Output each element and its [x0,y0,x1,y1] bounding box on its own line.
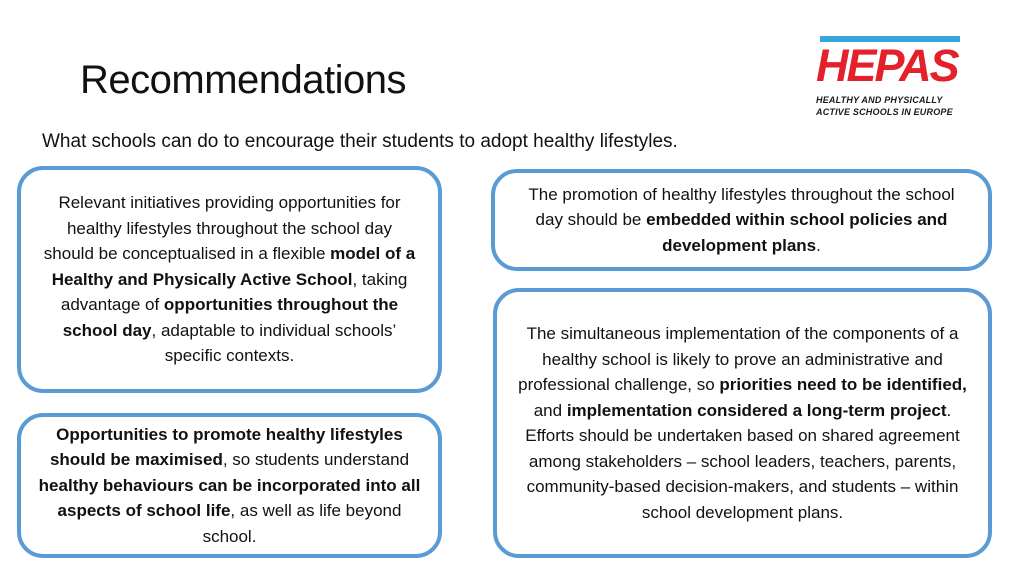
text-segment: . [816,235,821,255]
hepas-logo [812,36,962,122]
text-segment: The simultaneous implementation of the components of a healthy school is likely to prove an administrative and professional challenge, so [518,324,959,394]
emphasis-segment: Opportunities to promote healthy lifestyles should be maximised [49,424,403,470]
recommendation-text [41,190,418,369]
text-segment: Relevant initiatives providing opportunities for healthy lifestyles throughout the school day should be conceptualised in a flexible [43,193,401,264]
page-subtitle: What schools can do to encourage their students to adopt healthy lifestyles. [42,131,678,152]
logo-wordmark: HEPAS [816,40,958,91]
page-title: Recommendations [80,58,406,102]
recommendation-text [33,422,426,550]
recommendation-box-maximise-opportunities [17,413,442,558]
text-segment: , as well as life beyond school. [202,501,402,546]
emphasis-segment: priorities need to be identified, [719,375,967,394]
emphasis-segment: opportunities throughout the school day [62,295,399,340]
text-segment: , adaptable to individual schools’ specific contexts. [151,320,397,366]
recommendation-text [521,182,962,259]
emphasis-segment: healthy behaviours can be incorporated into all aspects of school life [38,475,421,521]
recommendation-box-flexible-model [17,166,442,393]
recommendation-text [515,321,970,525]
logo-tagline: HEALTHY AND PHYSICALLY ACTIVE SCHOOLS IN EUROPE [816,95,953,117]
emphasis-segment: model of a Healthy and Physically Active School [51,244,416,289]
emphasis-segment: implementation considered a long-term project [566,400,947,420]
text-segment: and [533,400,567,420]
text-segment: , taking advantage of [60,269,408,315]
text-segment: . Efforts should be undertaken based on shared agreement among stakeholders – school leaders, teachers, parents, community-based decision-makers, and students – within school development plans. [525,400,960,522]
recommendation-box-implementation [493,288,992,558]
text-segment: The promotion of healthy lifestyles throughout the school day should be [528,184,955,230]
recommendation-box-policy-embedding [491,169,992,271]
text-segment: , so students understand [222,450,410,470]
emphasis-segment: embedded within school policies and development plans [646,210,948,255]
